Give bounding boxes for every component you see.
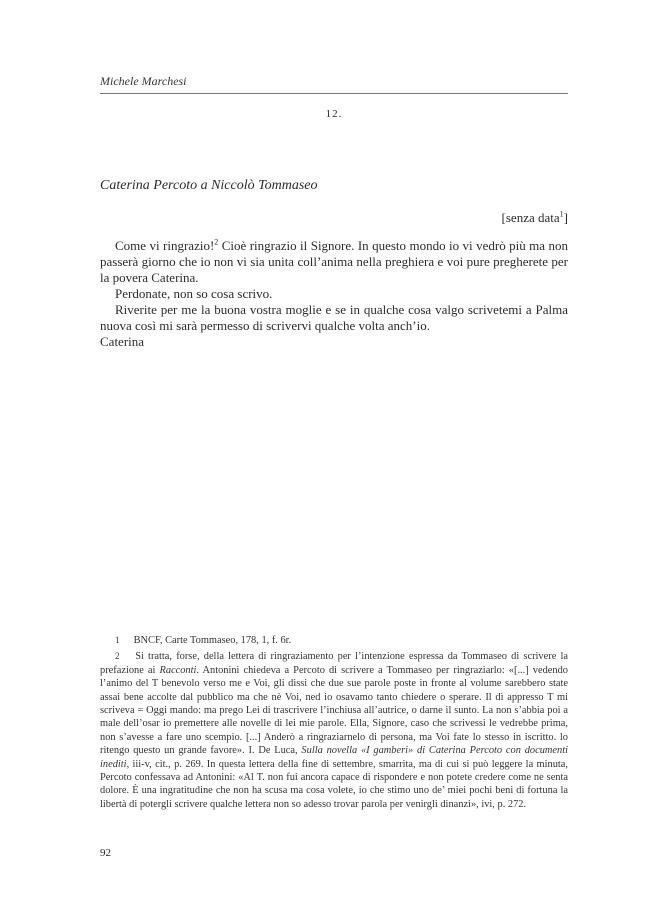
- letter-number: 12.: [325, 108, 343, 120]
- footnote-italic-title-b: Sulla novella «I gamberi» di Caterina Percoto con documenti inediti: [100, 745, 568, 770]
- footnote-2: [100, 650, 568, 811]
- header-rule: [100, 93, 568, 94]
- footnote-number: 2: [115, 651, 120, 662]
- footnote-text-b: . Antonini chiedeva a Percoto di scrivere a Tommaseo per ringraziarlo: «[...] vedendo l’animo del T benevolo verso me e Voi, gli dissi che due sue parole poste in fronte al volume sarebbero state assai bene accolte dal pubblico ma che nè Voi, ned io osavamo tanto chiedere o sperare. Il dì appresso T mi scriveva = Oggi mando: ma prego Lei di trascrivere l’inchiusa all’autrice, o darne il sunto. La non s’abbia poi a male dell’osar io premettere alle novelle di lei mie parole. Ella, Signore, caso che scrivessi le vedrebbe prima, non s’avesse a fare uno scempio. [...] Anderò a ringraziarnelo di persona, ma Voi fate lo stesso in iscritto. lo ritengo questo un grande favore». I. De Luca,: [100, 664, 568, 757]
- page-number: 92: [100, 847, 111, 859]
- footnote-text-a: Si tratta, forse, della lettera di ringraziamento per l’intenzione espressa da Tommaseo di scrivere la prefazione ai: [100, 651, 568, 676]
- letter-body: [100, 238, 568, 350]
- body-paragraph-2: Perdonate, non so cosa scrivo.: [115, 286, 273, 301]
- body-p1-a: Come vi ringrazio!: [115, 238, 215, 253]
- date-text: [senza data: [501, 210, 560, 225]
- footnote-1: [100, 634, 568, 647]
- signature: Caterina: [100, 334, 145, 349]
- body-paragraph-3: Riverite per me la buona vostra moglie e se in qualche cosa valgo scrivetemi a Palma nuova così mi sarà permesso di scrivervi qualche volta anch’io.: [100, 302, 568, 333]
- date-line: [502, 210, 568, 226]
- body-paragraph-1: [100, 238, 568, 286]
- footnote-number: 1: [115, 635, 120, 645]
- footnote-italic-title-a: Racconti: [159, 664, 197, 676]
- body-p1-b: Cioè ringrazio il Signore. In questo mondo io vi vedrò più ma non passerà giorno che io non vi sia unita coll’anima nella preghiera e voi pure pregherete per la povera Caterina.: [100, 238, 568, 285]
- letter-title: Caterina Percoto a Niccolò Tommaseo: [100, 178, 318, 193]
- footnotes: [100, 634, 568, 814]
- footnote-text: BNCF, Carte Tommaseo, 178, 1, f. 6r.: [133, 635, 292, 646]
- date-close-bracket: ]: [563, 210, 568, 225]
- footnote-text-c: , iii-v, cit., p. 269. In questa lettera della fine di settembre, smarrita, ma di cui si può leggere la minuta, Percoto confessava ad Antonini: «Al T. non fui ancora capace di rispondere e non potete credere come ne senta dolore. È una ingratitudine che non ha scusa ma cosa volete, io che stimo uno de’ miei pochi beni di fortuna la libertà di potergli scrivere qualche lettera non so adesso trovar parola per venirgli dinanzi», ivi, p. 272.: [100, 758, 568, 810]
- footnote-ref-2: 2: [214, 237, 219, 247]
- running-head-author: Michele Marchesi: [100, 74, 187, 88]
- footnote-ref-1: 1: [559, 209, 564, 219]
